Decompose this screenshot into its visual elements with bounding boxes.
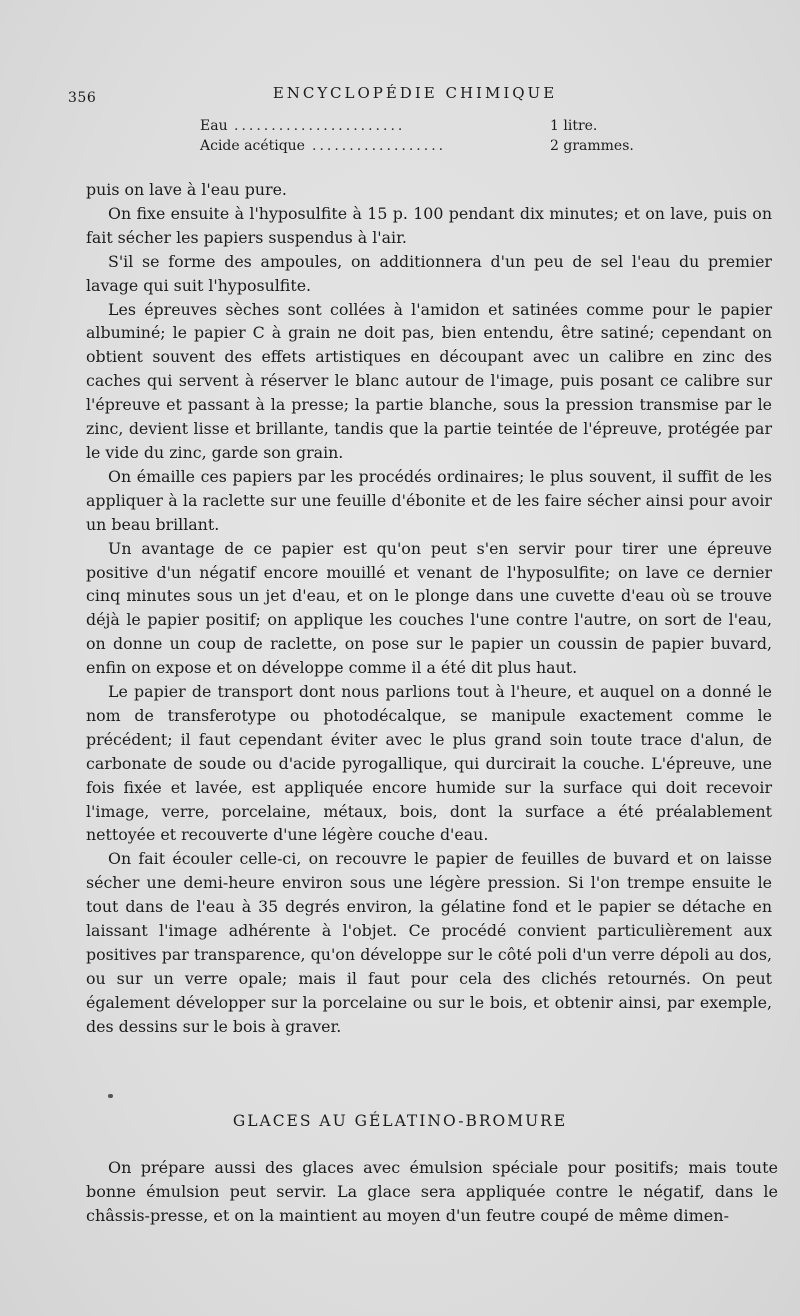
paragraph: On émaille ces papiers par les procédés ordinaires; le plus souvent, il suffit de les appliquer à la raclette sur une feuille d'ébonite et de les faire sécher ainsi pour avoir un beau brillant. bbox=[86, 466, 772, 534]
recipe-row bbox=[200, 138, 640, 158]
running-head bbox=[0, 82, 800, 106]
recipe-row bbox=[200, 118, 640, 138]
paragraph: Un avantage de ce papier est qu'on peut s'en servir pour tirer une épreuve positive d'un négatif encore mouillé et venant de l'hyposulfite; on lave ce dernier cinq minutes sous un jet d'eau, et on le plonge dans une cuvette d'eau où se trouve déjà le papier positif; on applique les couches l'une contre l'autre, on sort de l'eau, on donne un coup de raclette, on pose sur le papier un coussin de papier buvard, enfin on expose et on développe comme il a été dit plus haut. bbox=[86, 538, 772, 678]
dot-leaders: .................. bbox=[312, 138, 447, 154]
paragraph: Les épreuves sèches sont collées à l'amidon et satinées comme pour le papier albuminé; le papier C à grain ne doit pas, bien entendu, être satiné; cependant on obtient souvent des effets artistiques en découpant avec un calibre en zinc des caches qui servent à réserver le blanc autour de l'image, puis posant ce calibre sur l'épreuve et passant à la presse; la partie blanche, sous la pression transmise par le zinc, devient lisse et brillante, tandis que la partie teintée de l'épreuve, protégée par le vide du zinc, garde son grain. bbox=[86, 299, 772, 462]
page-number: 356 bbox=[68, 90, 97, 106]
paragraph: Le papier de transport dont nous parlions tout à l'heure, et auquel on a donné le nom de transferotype ou photodécalque, se manipule exactement comme le précédent; il faut cependant éviter avec le plus grand soin toute trace d'alun, de carbonate de soude ou d'acide pyrogallique, qui durcirait la couche. L'épreuve, une fois fixée et lavée, est appliquée encore humide sur la surface qui doit recevoir l'image, verre, porcelaine, métaux, bois, dont la surface a été préalablement nettoyée et recouverte d'une légère couche d'eau. bbox=[86, 682, 772, 845]
ink-speck bbox=[108, 1094, 113, 1098]
paragraph: puis on lave à l'eau pure. bbox=[86, 180, 287, 199]
paragraph: On prépare aussi des glaces avec émulsion spéciale pour positifs; mais toute bonne émulsion peut servir. La glace sera appliquée contre le négatif, dans le châssis-presse, et on la maintient au moyen d'un feutre coupé de même dimen- bbox=[86, 1158, 778, 1225]
paragraph: On fait écouler celle-ci, on recouvre le papier de feuilles de buvard et on laisse sécher une demi-heure environ sous une légère pression. Si l'on trempe ensuite le tout dans de l'eau à 35 degrés environ, la gélatine fond et le papier se détache en laissant l'image adhérente à l'objet. Ce procédé convient particulièrement aux positives par transparence, qu'on développe sur le côté poli d'un verre dépoli au dos, ou sur un verre opale; mais il faut pour cela des clichés retournés. On peut également développer sur la porcelaine ou sur le bois, et obtenir ainsi, par exemple, des dessins sur le bois à graver. bbox=[86, 849, 772, 1036]
recipe-ingredient: Eau bbox=[200, 118, 228, 134]
paragraph: On fixe ensuite à l'hyposulfite à 15 p. 100 pendant dix minutes; et on lave, puis on fait sécher les papiers suspendus à l'air. bbox=[86, 203, 772, 247]
body-text bbox=[86, 178, 772, 1039]
dot-leaders: ....................... bbox=[234, 118, 406, 134]
running-title: ENCYCLOPÉDIE CHIMIQUE bbox=[272, 84, 558, 102]
paragraph: S'il se forme des ampoules, on additionnera d'un peu de sel l'eau du premier lavage qui suit l'hyposulfite. bbox=[86, 251, 772, 295]
recipe-quantity: 1 litre. bbox=[550, 118, 598, 134]
recipe-ingredient: Acide acétique bbox=[200, 138, 305, 154]
section-text bbox=[86, 1156, 778, 1228]
section-heading: GLACES AU GÉLATINO-BROMURE bbox=[232, 1112, 568, 1130]
recipe-table bbox=[200, 118, 640, 158]
recipe-quantity: 2 grammes. bbox=[550, 138, 634, 154]
